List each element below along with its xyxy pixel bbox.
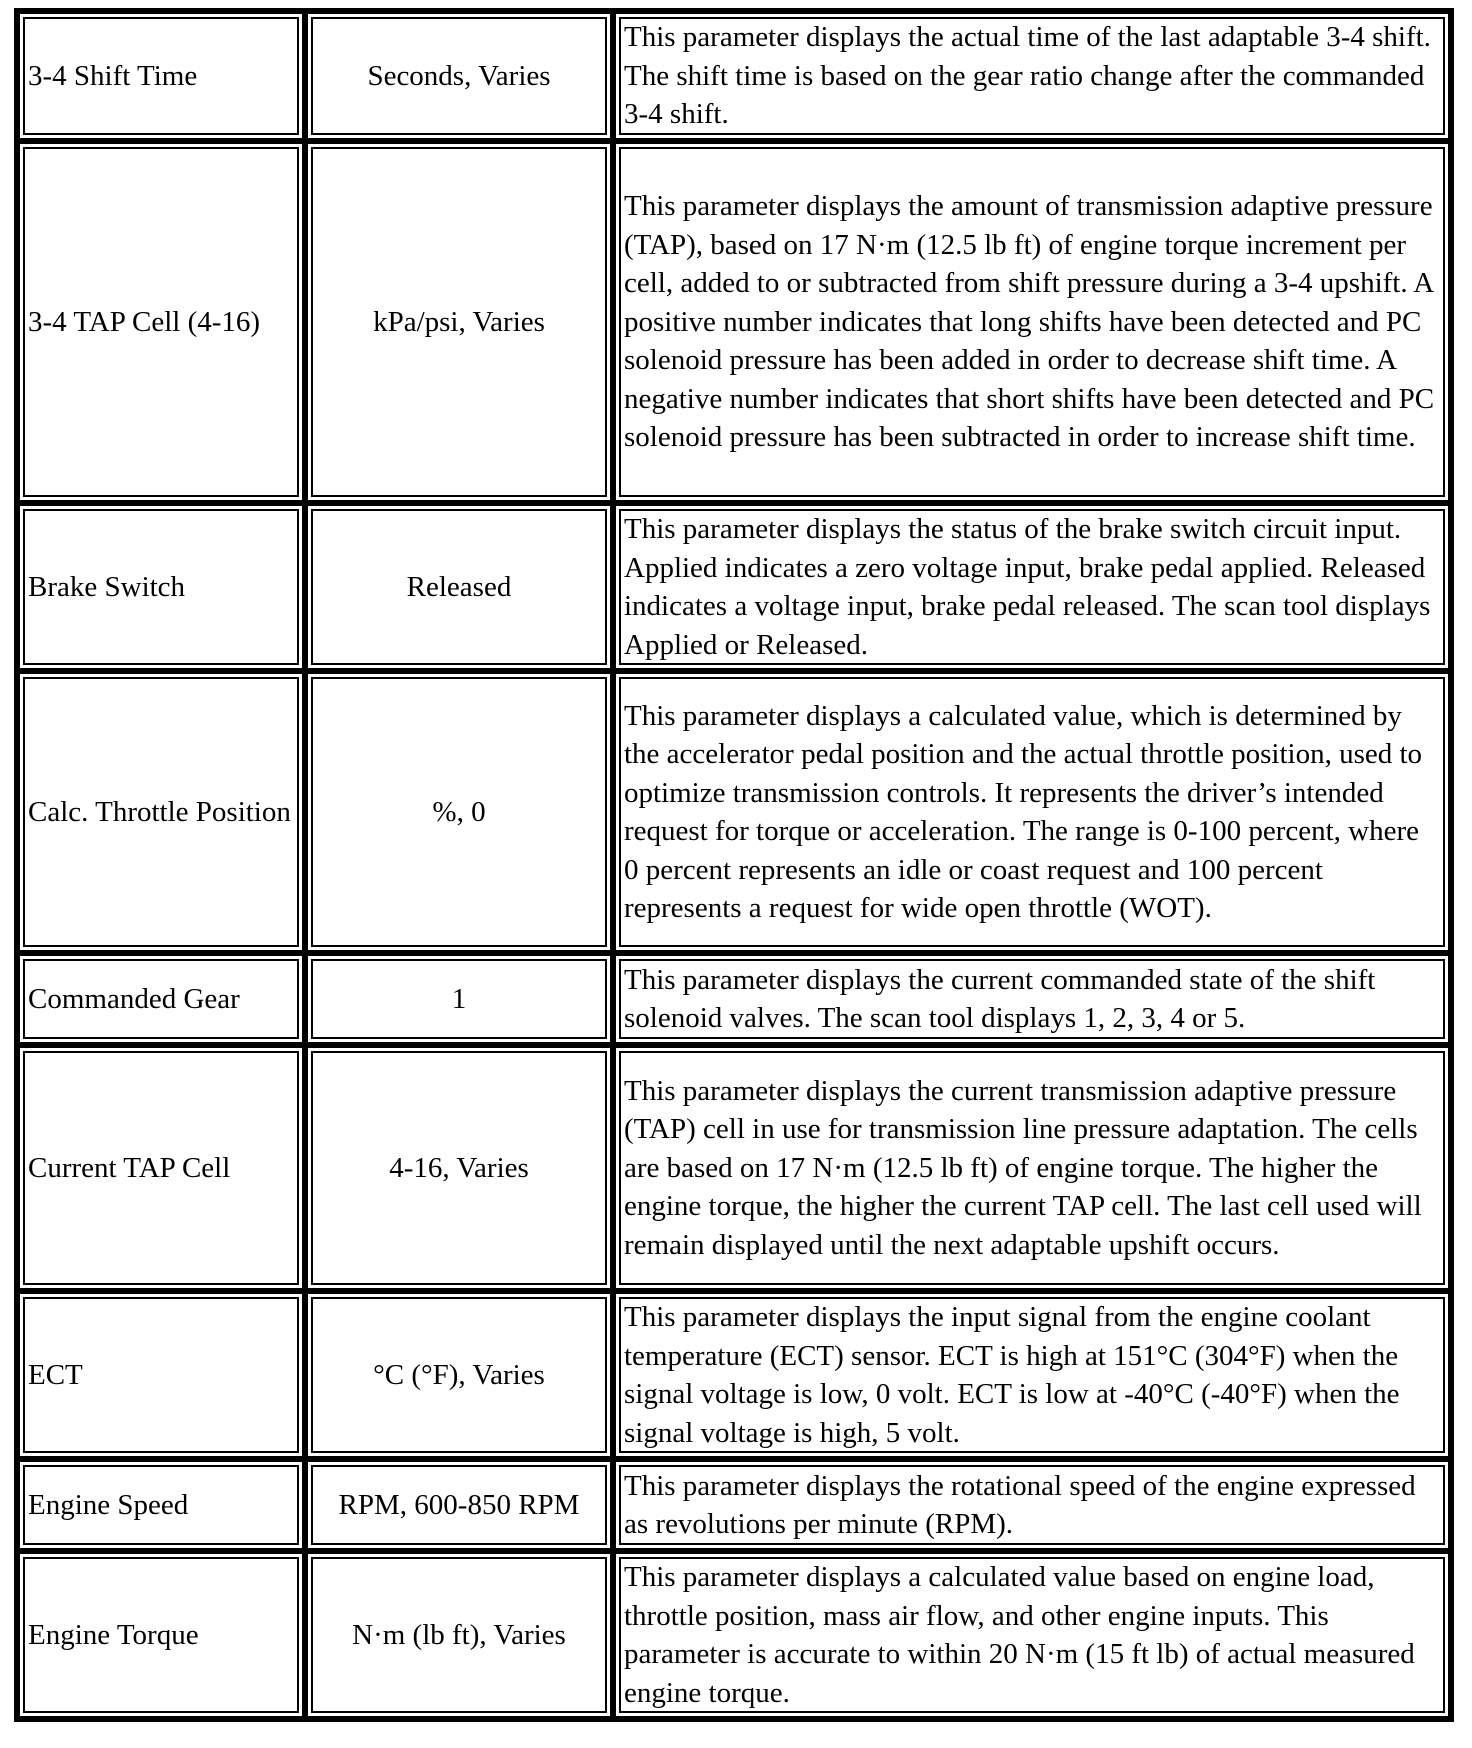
table-row — [20, 506, 1448, 668]
parameter-value-cell: 1 — [308, 956, 610, 1042]
table-row — [20, 1048, 1448, 1288]
parameter-description-cell: This parameter displays the actual time of the last adaptable 3-4 shift. The shift time is based on the gear ratio change after the commanded 3-4 shift. — [616, 14, 1448, 138]
parameter-description-cell: This parameter displays the current commanded state of the shift solenoid valves. The scan tool displays 1, 2, 3, 4 or 5. — [616, 956, 1448, 1042]
parameter-name-cell: Calc. Throttle Position — [20, 674, 302, 950]
parameter-name-cell: Engine Torque — [20, 1554, 302, 1716]
parameter-description-cell: This parameter displays the amount of transmission adaptive pressure (TAP), based on 17 N·m (12.5 lb ft) of engine torque increment per cell, added to or subtracted from shift pressure during a 3-4 upshift. A positive number indicates that long shifts have been detected and PC solenoid pressure has been added in order to decrease shift time. A negative number indicates that short shifts have been detected and PC solenoid pressure has been subtracted in order to increase shift time. — [616, 144, 1448, 500]
parameter-description-cell: This parameter displays the current transmission adaptive pressure (TAP) cell in use for transmission line pressure adaptation. The cells are based on 17 N·m (12.5 lb ft) of engine torque. The higher the engine torque, the higher the current TAP cell. The last cell used will remain displayed until the next adaptable upshift occurs. — [616, 1048, 1448, 1288]
parameter-description-cell: This parameter displays the rotational speed of the engine expressed as revolutions per minute (RPM). — [616, 1462, 1448, 1548]
table-row — [20, 144, 1448, 500]
parameter-value-cell: %, 0 — [308, 674, 610, 950]
parameter-table — [14, 8, 1454, 1722]
parameter-value-cell: 4-16, Varies — [308, 1048, 610, 1288]
parameter-name-cell: Engine Speed — [20, 1462, 302, 1548]
parameter-name-cell: Current TAP Cell — [20, 1048, 302, 1288]
parameter-value-cell: Released — [308, 506, 610, 668]
parameter-value-cell: N·m (lb ft), Varies — [308, 1554, 610, 1716]
parameter-description-cell: This parameter displays the status of the brake switch circuit input. Applied indicates a zero voltage input, brake pedal applied. Released indicates a voltage input, brake pedal released. The scan tool displays Applied or Released. — [616, 506, 1448, 668]
table-row — [20, 1462, 1448, 1548]
parameter-value-cell: kPa/psi, Varies — [308, 144, 610, 500]
parameter-description-cell: This parameter displays a calculated value based on engine load, throttle position, mass air flow, and other engine inputs. This parameter is accurate to within 20 N·m (15 ft lb) of actual measured engine torque. — [616, 1554, 1448, 1716]
table-row — [20, 1294, 1448, 1456]
table-row — [20, 956, 1448, 1042]
parameter-value-cell: Seconds, Varies — [308, 14, 610, 138]
table-row — [20, 14, 1448, 138]
table-row — [20, 674, 1448, 950]
parameter-table-frame — [14, 8, 1454, 1722]
parameter-name-cell: Commanded Gear — [20, 956, 302, 1042]
parameter-name-cell: 3-4 TAP Cell (4-16) — [20, 144, 302, 500]
parameter-description-cell: This parameter displays a calculated value, which is determined by the accelerator pedal position and the actual throttle position, used to optimize transmission controls. It represents the driver’s intended request for torque or acceleration. The range is 0-100 percent, where 0 percent represents an idle or coast request and 100 percent represents a request for wide open throttle (WOT). — [616, 674, 1448, 950]
parameter-description-cell: This parameter displays the input signal from the engine coolant temperature (ECT) sensor. ECT is high at 151°C (304°F) when the signal voltage is low, 0 volt. ECT is low at -40°C (-40°F) when the signal voltage is high, 5 volt. — [616, 1294, 1448, 1456]
parameter-name-cell: ECT — [20, 1294, 302, 1456]
parameter-name-cell: Brake Switch — [20, 506, 302, 668]
parameter-value-cell: °C (°F), Varies — [308, 1294, 610, 1456]
parameter-name-cell: 3-4 Shift Time — [20, 14, 302, 138]
parameter-value-cell: RPM, 600-850 RPM — [308, 1462, 610, 1548]
table-row — [20, 1554, 1448, 1716]
